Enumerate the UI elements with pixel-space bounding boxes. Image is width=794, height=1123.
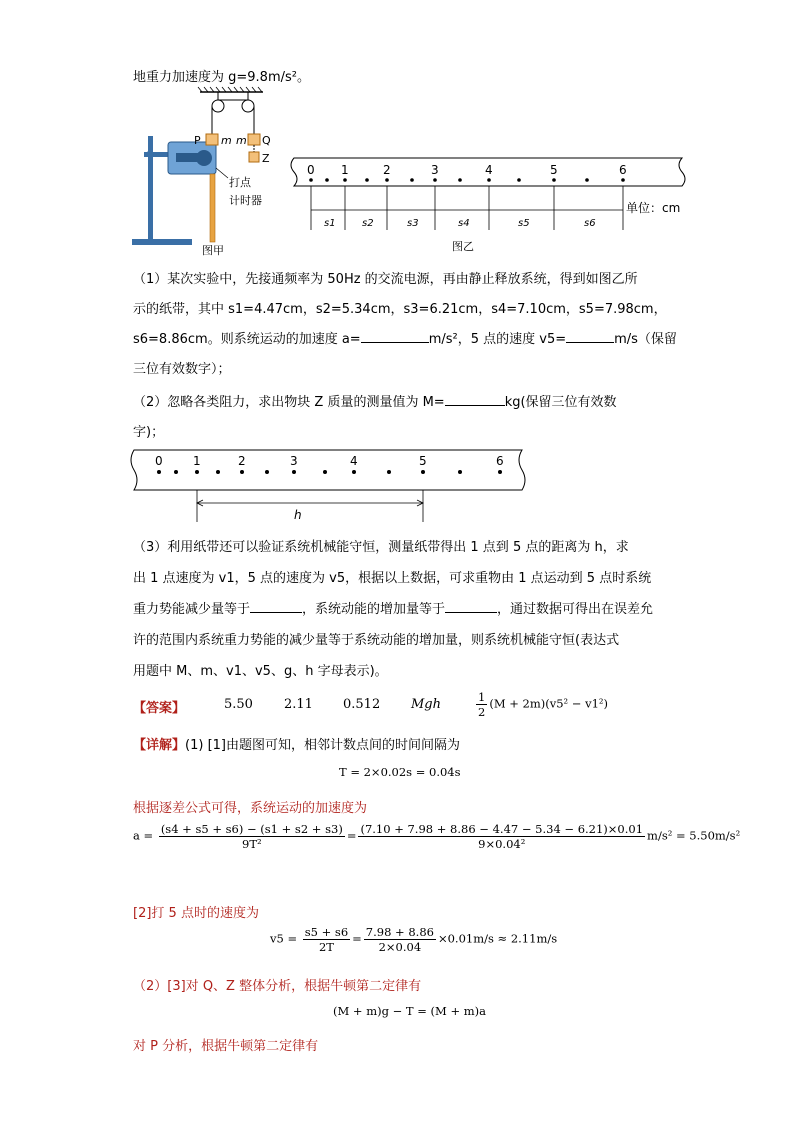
tape-b-point-0: 0 bbox=[307, 163, 315, 177]
q1-line3-b: m/s²，5 点的速度 v5= bbox=[428, 332, 567, 347]
eq-v-num1: s5 + s6 bbox=[304, 925, 349, 939]
eq-a-den1: 9T² bbox=[242, 837, 262, 851]
segment-s1: s1 bbox=[324, 218, 336, 229]
eq-a-lhs: a = bbox=[133, 828, 154, 843]
answer-5-den: 2 bbox=[478, 705, 486, 719]
stand-base bbox=[132, 239, 192, 245]
timer-label-2: 计时器 bbox=[229, 194, 262, 207]
label-m-right: m bbox=[236, 134, 247, 147]
answer-1: 5.50 bbox=[224, 697, 253, 712]
tape-b-point-3: 3 bbox=[431, 163, 439, 177]
tape-b-point-2: 2 bbox=[383, 163, 391, 177]
timer-label-1: 打点 bbox=[229, 176, 251, 189]
tape-b-point-1: 1 bbox=[341, 163, 349, 177]
tape-2-point-0: 0 bbox=[155, 454, 163, 468]
q3-line3-a: 重力势能减少量等于 bbox=[133, 602, 251, 617]
answer-5-rest: (M + 2m)(v5² − v1²) bbox=[489, 696, 609, 711]
detail-line2: 根据逐差公式可得，系统运动的加速度为 bbox=[133, 801, 368, 816]
tape-b-point-6: 6 bbox=[619, 163, 627, 177]
answer-label: 【答案】 bbox=[133, 701, 186, 716]
eq-velocity: v5 = $\frac{s5 + s6}{2T}$ = $\frac{7.98 + 8.86}{2\times 0.04}$ ×0.01m/s ≈ 2.11m/s bbox=[270, 925, 558, 954]
answer-3: 0.512 bbox=[343, 697, 381, 712]
q1-line4: 三位有效数字）； bbox=[133, 362, 231, 377]
tape-2-point-1: 1 bbox=[193, 454, 201, 468]
eq-v-den1: 2T bbox=[318, 940, 334, 954]
pulley-right bbox=[242, 100, 254, 112]
answer-5-num: 1 bbox=[478, 690, 486, 704]
tape-2-h-label: h bbox=[294, 508, 302, 522]
tape-b-point-5: 5 bbox=[550, 163, 558, 177]
q2-line2: 字)； bbox=[133, 425, 165, 440]
detail-line4: （2）[3]对 Q、Z 整体分析，根据牛顿第二定律有 bbox=[133, 979, 422, 994]
q3-line4: 许的范围内系统重力势能的减少量等于系统动能的增加量，则系统机械能守恒(表达式 bbox=[133, 633, 620, 648]
label-p: P bbox=[194, 134, 201, 147]
tape-2-point-5: 5 bbox=[419, 454, 427, 468]
detail-line1-text: (1) [1]由题图可知，相邻计数点间的时间间隔为 bbox=[185, 738, 460, 753]
blank-potential-energy[interactable] bbox=[250, 599, 302, 613]
label-z: Z bbox=[262, 152, 270, 165]
q1-line3-a: s6=8.86cm。则系统运动的加速度 a= bbox=[133, 332, 361, 347]
detail-line1 bbox=[133, 734, 460, 753]
segment-s2: s2 bbox=[362, 218, 374, 229]
figure-b-tape bbox=[282, 150, 694, 258]
figure-a-caption: 图甲 bbox=[202, 244, 224, 257]
q2-line1 bbox=[133, 391, 617, 410]
segment-s3: s3 bbox=[407, 218, 419, 229]
answer-2: 2.11 bbox=[284, 697, 313, 712]
tape-2 bbox=[126, 446, 536, 526]
eq-v-num2: 7.98 + 8.86 bbox=[365, 925, 434, 939]
q3-line2: 出 1 点速度为 v1，5 点的速度为 v5，根据以上数据，可求重物由 1 点运动到 5 点时系统 bbox=[133, 571, 652, 586]
blank-mass[interactable] bbox=[445, 392, 505, 406]
q3-line1: （3）利用纸带还可以验证系统机械能守恒，测量纸带得出 1 点到 5 点的距离为 h，求 bbox=[133, 540, 629, 555]
q1-line1: （1）某次实验中，先接通频率为 50Hz 的交流电源，再由静止释放系统，得到如图乙所 bbox=[133, 272, 638, 287]
block-q bbox=[248, 134, 260, 145]
block-z bbox=[249, 152, 259, 162]
q3-line3-c: ，通过数据可得出在误差允 bbox=[497, 602, 654, 617]
q2-line1-b: kg(保留三位有效数 bbox=[504, 395, 617, 410]
eq-v-rhs: ×0.01m/s ≈ 2.11m/s bbox=[437, 931, 558, 946]
q1-line2: 示的纸带，其中 s1=4.47cm，s2=5.34cm，s3=6.21cm，s4=7.10cm，s5=7.98cm， bbox=[133, 302, 667, 317]
q1-line3-c: m/s（保留 bbox=[614, 332, 677, 347]
segment-s4: s4 bbox=[458, 218, 470, 229]
blank-kinetic-energy[interactable] bbox=[445, 599, 497, 613]
block-p bbox=[206, 134, 218, 145]
q3-line3-b: ，系统动能的增加量等于 bbox=[302, 602, 446, 617]
detail-label: 【详解】 bbox=[133, 738, 186, 753]
intro-text: 地重力加速度为 g=9.8m/s²。 bbox=[133, 70, 310, 85]
figure-a-apparatus bbox=[128, 86, 278, 258]
tape-2-point-2: 2 bbox=[238, 454, 246, 468]
pulley-left bbox=[212, 100, 224, 112]
q1-line3 bbox=[133, 328, 677, 347]
tape-2-point-6: 6 bbox=[496, 454, 504, 468]
answer-5 bbox=[474, 690, 608, 719]
tape-b-point-4: 4 bbox=[485, 163, 493, 177]
eq-a-rhs: m/s² = 5.50m/s² bbox=[647, 828, 741, 843]
detail-line5: 对 P 分析，根据牛顿第二定律有 bbox=[133, 1039, 319, 1054]
eq-a-num1: (s4 + s5 + s6) − (s1 + s2 + s3) bbox=[160, 822, 343, 836]
answer-4: Mgh bbox=[411, 697, 442, 712]
label-m-left: m bbox=[221, 134, 232, 147]
blank-acceleration[interactable] bbox=[361, 329, 429, 343]
eq-v-den2: 2×0.04 bbox=[378, 940, 422, 954]
q2-line1-a: （2）忽略各类阻力，求出物块 Z 质量的测量值为 M= bbox=[133, 395, 445, 410]
q3-line3 bbox=[133, 598, 653, 617]
eq-a-num2: (7.10 + 7.98 + 8.86 − 4.47 − 5.34 − 6.21)×0.01 bbox=[360, 822, 644, 836]
segment-s6: s6 bbox=[584, 218, 596, 229]
detail-line3: [2]打 5 点时的速度为 bbox=[133, 906, 259, 921]
eq-newton: (M + m)g − T = (M + m)a bbox=[333, 1004, 486, 1018]
blank-velocity[interactable] bbox=[566, 329, 614, 343]
q3-line5: 用题中 M、m、v1、v5、g、h 字母表示)。 bbox=[133, 664, 388, 679]
tape-2-point-3: 3 bbox=[290, 454, 298, 468]
eq-time-interval: T = 2×0.02s = 0.04s bbox=[339, 765, 461, 779]
tape-b-unit: 单位：cm bbox=[626, 201, 681, 215]
label-q: Q bbox=[262, 134, 271, 147]
tape-2-point-4: 4 bbox=[350, 454, 358, 468]
figure-b-caption: 图乙 bbox=[452, 240, 474, 253]
eq-v-lhs: v5 = bbox=[270, 931, 298, 946]
eq-acceleration: a = $\frac{(s4 + s5 + s6) - (s1 + s2 + s3)}{\text{9T²}}$ = $\frac{(7.10 + 7.98 + 8.86 - 4.47 - 5.34 - 6.21)\times 0.01}{\text{9×0.04²}}$ m/s² = 5.50m/s² bbox=[133, 822, 741, 851]
paper-tape bbox=[210, 174, 215, 242]
eq-a-den2: 9×0.04² bbox=[478, 837, 526, 851]
segment-s5: s5 bbox=[518, 218, 530, 229]
